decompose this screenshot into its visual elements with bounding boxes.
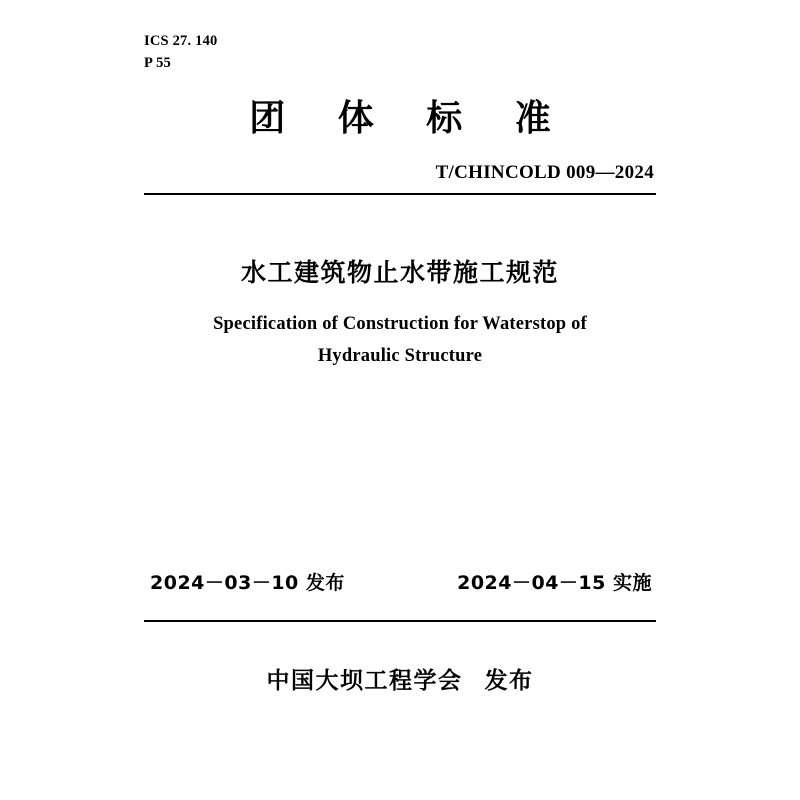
ics-classification-block: [144, 30, 656, 75]
document-title-english-line1: Specification of Construction for Waterstop of: [213, 313, 587, 334]
effective-date: 2024－04－15 实施: [457, 572, 652, 594]
issuer-name: 中国大坝工程学会: [266, 668, 463, 694]
issuing-organization: [144, 662, 656, 695]
standard-number: T/CHINCOLD 009—2024: [435, 162, 654, 184]
document-title-chinese: 水工建筑物止水带施工规范: [240, 258, 559, 288]
footer-divider: [144, 620, 656, 622]
release-date: 2024－03－10 发布: [150, 572, 345, 594]
ics-number: ICS 27. 140: [144, 33, 218, 49]
document-title-english-line2: Hydraulic Structure: [317, 346, 483, 366]
classification-code: P 55: [144, 55, 171, 72]
issuer-action: 发布: [484, 668, 534, 694]
cover-header-block: [144, 30, 656, 372]
header-divider: [144, 193, 656, 195]
date-row: [144, 568, 656, 595]
document-title-english: [144, 308, 656, 373]
standard-type-heading: 团 体 标 准: [249, 97, 571, 139]
